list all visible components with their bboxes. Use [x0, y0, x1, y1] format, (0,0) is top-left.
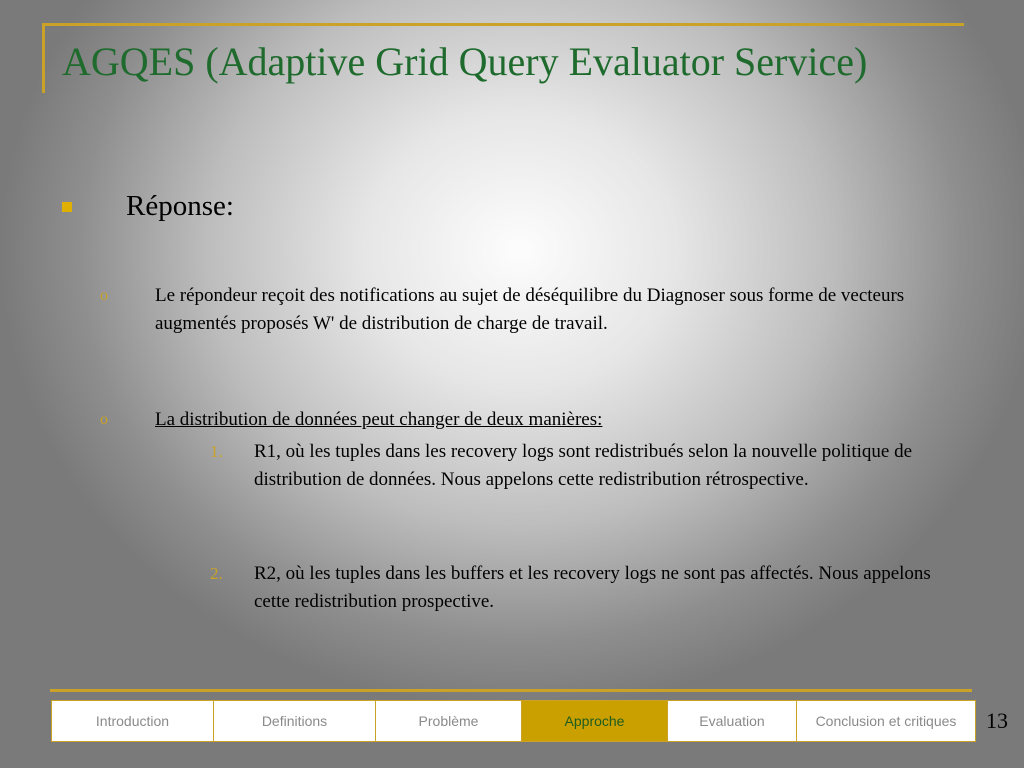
sub-bullet-text: La distribution de données peut changer de deux manières: [155, 409, 603, 430]
sub-bullet-2 [100, 406, 960, 434]
slide-title: AGQES (Adaptive Grid Query Evaluator Service) [62, 39, 868, 84]
numbered-item-1 [210, 438, 940, 494]
item-text: R1, où les tuples dans les recovery logs sont redistribués selon la nouvelle politique de distribution de données. Nous appelons cette redistribution rétrospective. [254, 441, 913, 490]
circle-bullet-icon: o [100, 287, 108, 304]
top-divider [42, 23, 964, 26]
square-bullet-icon [62, 202, 72, 212]
nav-tab-evaluation[interactable]: Evaluation [667, 700, 797, 742]
main-bullet-text: Réponse: [126, 190, 234, 222]
item-number: 1. [210, 442, 223, 461]
sub-bullet-1 [100, 282, 960, 338]
nav-tab-approche[interactable]: Approche [521, 700, 668, 742]
nav-tab-probleme[interactable]: Problème [375, 700, 522, 742]
nav-tab-introduction[interactable]: Introduction [51, 700, 214, 742]
item-text: R2, où les tuples dans les buffers et les recovery logs ne sont pas affectés. Nous appelons cette redistribution prospective. [254, 563, 931, 612]
item-number: 2. [210, 564, 223, 583]
nav-tab-conclusion[interactable]: Conclusion et critiques [796, 700, 976, 742]
main-bullet [62, 190, 234, 223]
sub-bullet-text: Le répondeur reçoit des notifications au sujet de déséquilibre du Diagnoser sous forme de vecteurs augmentés proposés W' de distribution de charge de travail. [155, 285, 905, 334]
page-number: 13 [986, 708, 1008, 733]
nav-tab-definitions[interactable]: Definitions [213, 700, 376, 742]
left-accent-bar [42, 23, 45, 93]
bottom-divider [50, 689, 972, 692]
numbered-item-2 [210, 560, 940, 616]
circle-bullet-icon: o [100, 411, 108, 428]
section-nav [51, 700, 975, 742]
